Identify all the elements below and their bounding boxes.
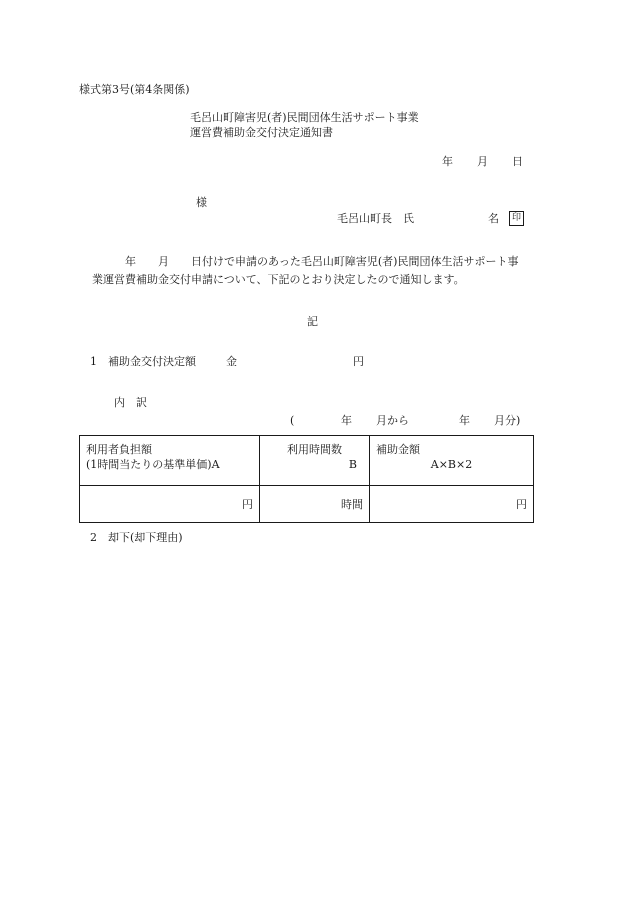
header-col1-line2: (1時間当たりの基準単価)A	[86, 458, 220, 471]
header-col3-line1: 補助金額	[376, 443, 420, 456]
period-year1: 年	[341, 414, 352, 427]
header-col2-line1: 利用時間数	[287, 443, 342, 456]
header-cell-user-burden	[80, 436, 260, 486]
period-from: 月から	[376, 414, 409, 427]
period-to: 月分)	[494, 414, 521, 427]
issuer-label: 毛呂山町長 氏	[337, 212, 414, 225]
header-cell-subsidy-amount	[370, 436, 534, 486]
value-cell-user-burden	[80, 486, 260, 523]
addressee-suffix: 様	[196, 196, 207, 209]
item1-yen: 円	[353, 355, 364, 368]
item2-label: 2 却下(却下理由)	[90, 531, 183, 544]
breakdown-table	[79, 435, 534, 523]
breakdown-value-row	[80, 486, 534, 523]
item1-label: 1 補助金交付決定額	[90, 355, 196, 368]
value-cell-subsidy-amount	[370, 486, 534, 523]
ki-heading: 記	[307, 315, 318, 328]
body-text-line2: 業運営費補助金交付申請について、下記のとおり決定したので通知します。	[92, 273, 465, 286]
date-month-label: 月	[477, 155, 488, 168]
document-title-line1: 毛呂山町障害児(者)民間団体生活サポート事業	[190, 111, 419, 124]
period-open: (	[290, 414, 295, 427]
seal-mark: 印	[509, 211, 524, 226]
form-number: 様式第3号(第4条関係)	[79, 83, 190, 96]
date-day-label: 日	[512, 155, 523, 168]
item1-kin: 金	[226, 355, 237, 368]
header-col2-line2: B	[348, 458, 357, 471]
unit-yen-col3: 円	[516, 497, 527, 511]
value-cell-usage-hours	[260, 486, 370, 523]
breakdown-label: 内 訳	[114, 396, 147, 409]
header-col3-line2: A×B×2	[430, 458, 473, 471]
header-col1-line1: 利用者負担額	[86, 443, 152, 456]
unit-hours-col2: 時間	[341, 497, 363, 511]
date-year-label: 年	[442, 155, 453, 168]
body-text-line1: 年 月 日付けで申請のあった毛呂山町障害児(者)民間団体生活サポート事	[125, 255, 519, 268]
unit-yen-col1: 円	[242, 497, 253, 511]
period-year2: 年	[459, 414, 470, 427]
header-cell-usage-hours	[260, 436, 370, 486]
issuer-name-char: 名	[488, 212, 499, 225]
breakdown-header-row	[80, 436, 534, 486]
document-title-line2: 運営費補助金交付決定通知書	[190, 126, 333, 139]
